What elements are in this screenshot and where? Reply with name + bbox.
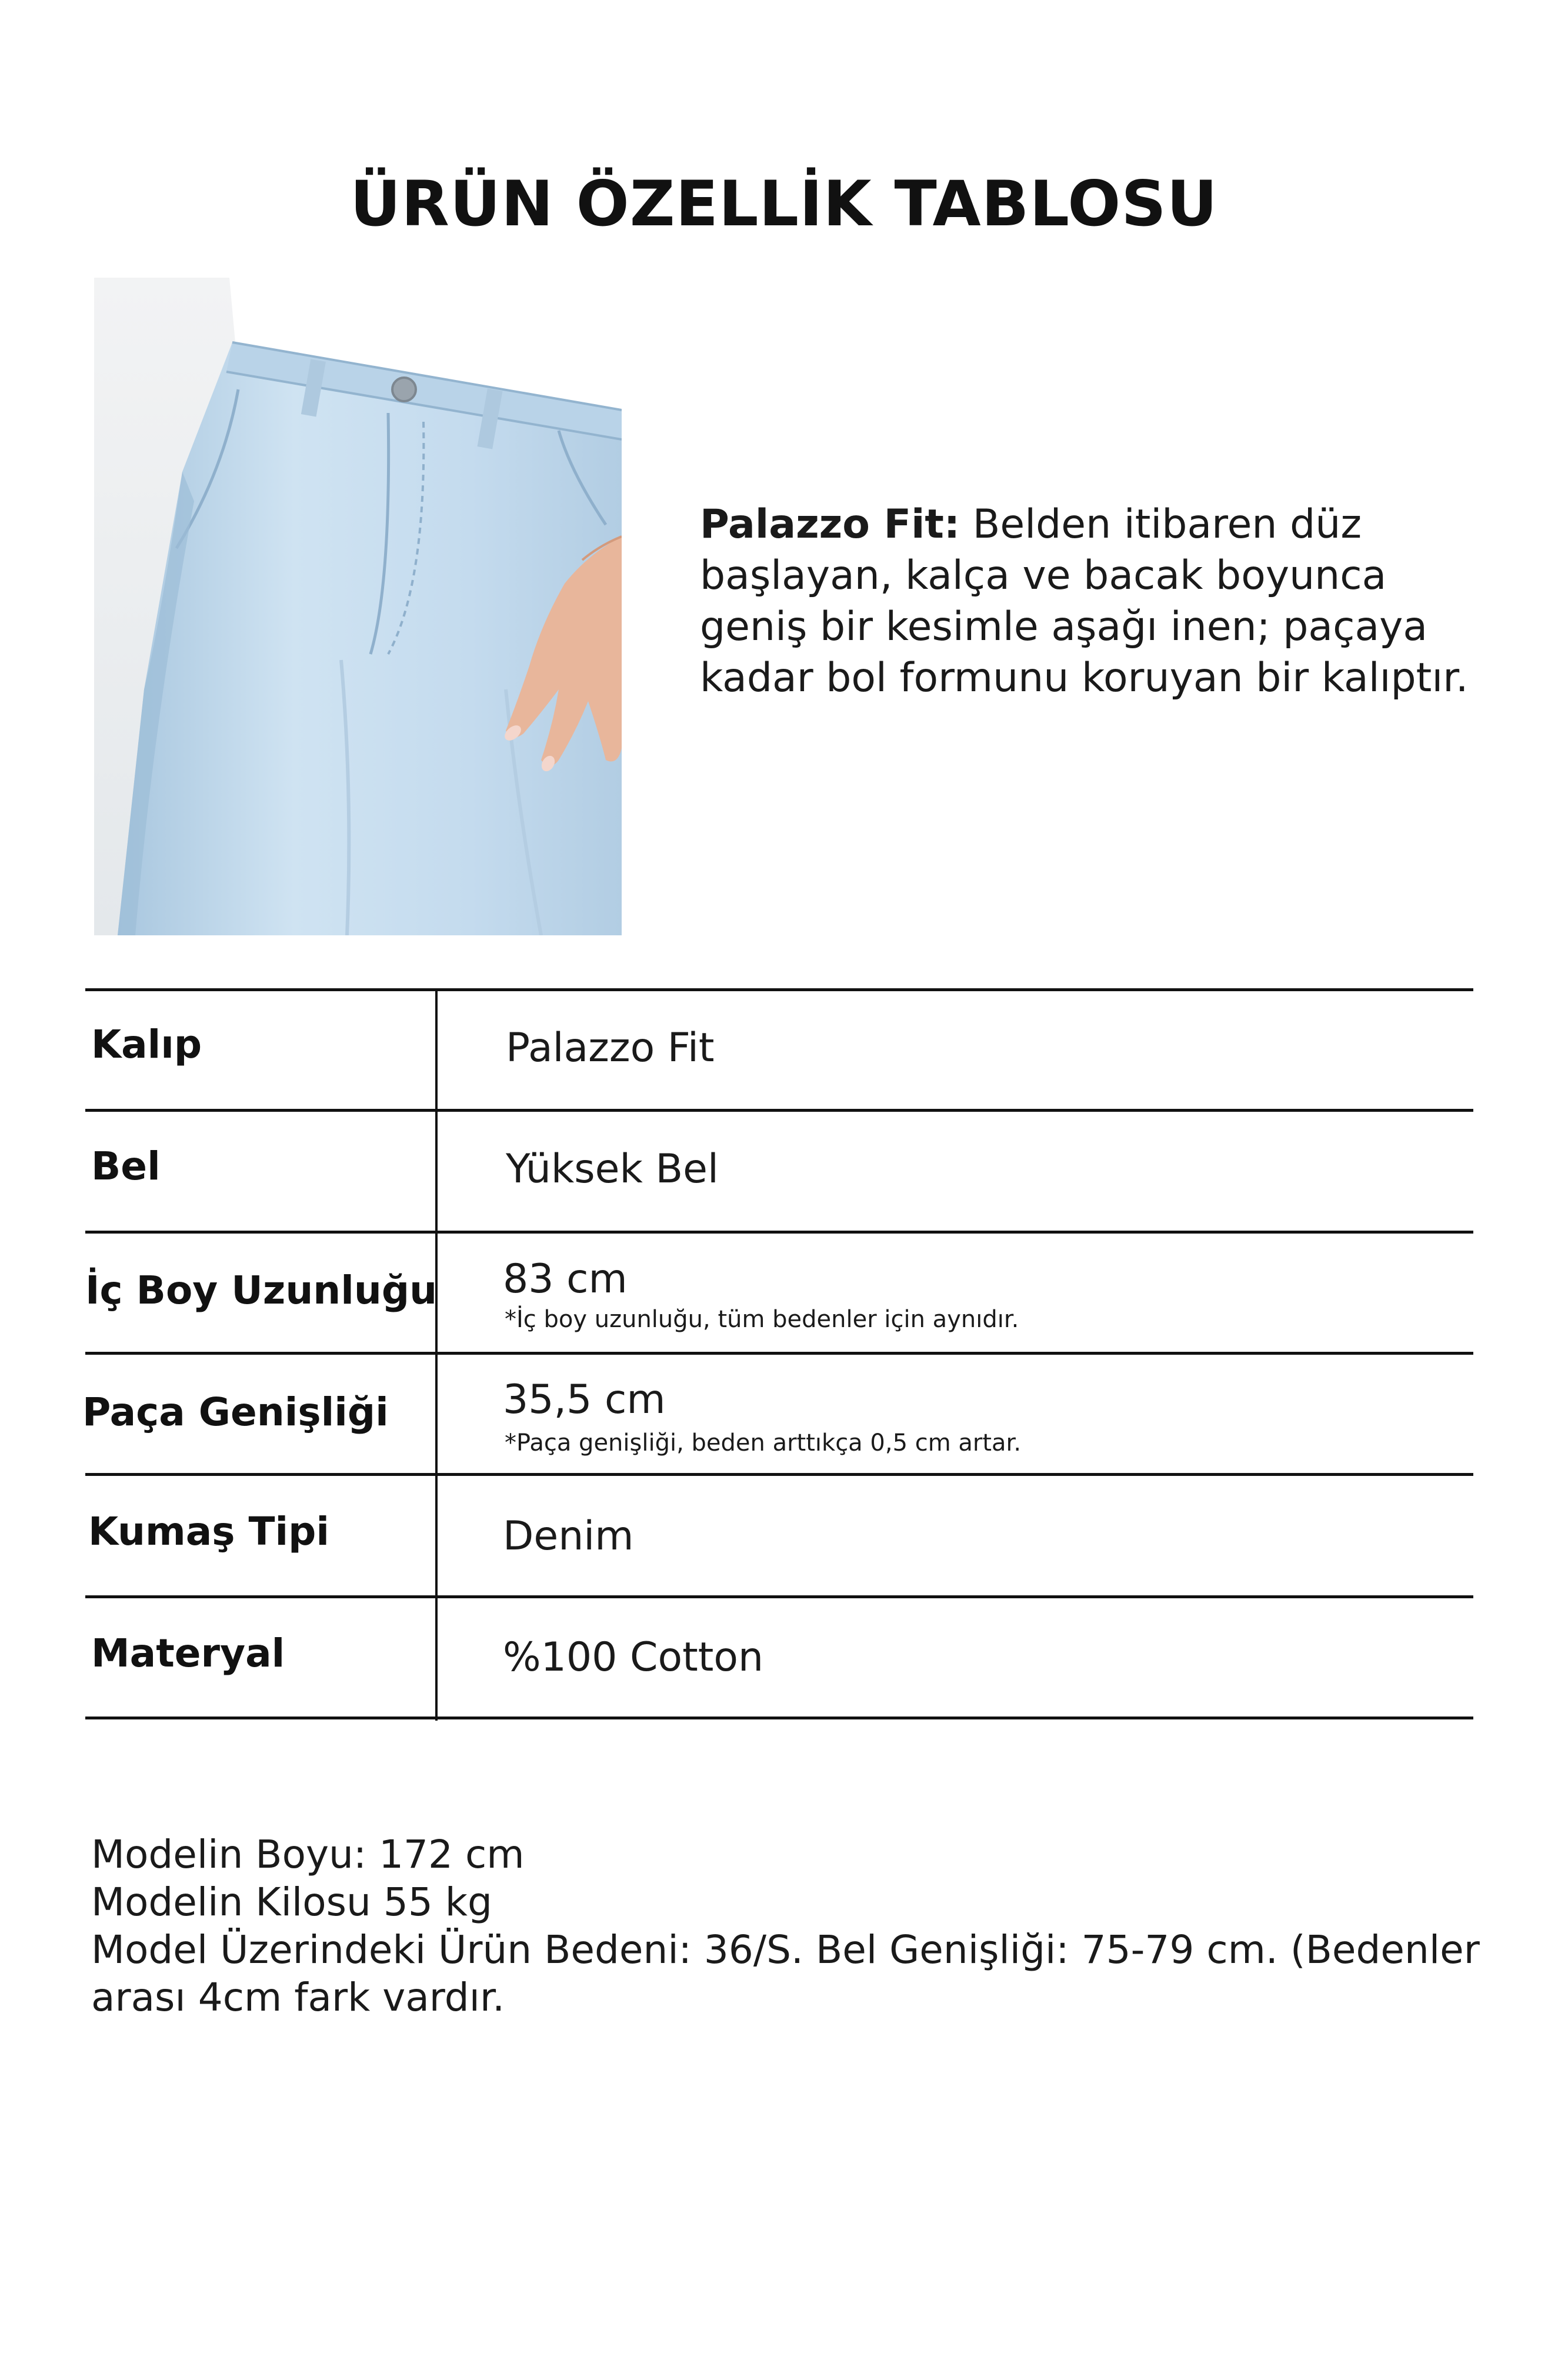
spec-table-column-divider [435, 988, 438, 1721]
model-info-line: Model Üzerindeki Ürün Bedeni: 36/S. Bel Genişliği: 75-79 cm. (Bedenler [91, 1927, 1480, 1972]
fit-description-line-1: Belden itibaren düz [972, 501, 1362, 548]
spec-table-rule [85, 1717, 1473, 1719]
spec-table-rule [85, 1352, 1473, 1355]
spec-table-rule [85, 1473, 1473, 1476]
spec-value-materyal: %100 Cotton [503, 1634, 764, 1681]
fit-description-line-4: kadar bol formunu koruyan bir kalıptır. [700, 655, 1469, 701]
spec-label-materyal: Materyal [91, 1631, 285, 1676]
spec-table-rule [85, 1231, 1473, 1234]
spec-value-kalip: Palazzo Fit [506, 1025, 715, 1071]
spec-table-rule [85, 1109, 1473, 1112]
spec-note-ic-boy: *İç boy uzunluğu, tüm bedenler için aynıdır. [505, 1306, 1019, 1333]
spec-label-paca: Paça Genişliği [82, 1389, 389, 1435]
spec-label-bel: Bel [91, 1144, 161, 1189]
model-info [91, 1831, 1491, 2021]
jeans-image [94, 278, 622, 935]
spec-table-rule [85, 1595, 1473, 1598]
spec-value-bel: Yüksek Bel [506, 1146, 719, 1192]
spec-label-kalip: Kalıp [91, 1022, 202, 1067]
fit-description [700, 499, 1535, 704]
fit-description-line-2: başlayan, kalça ve bacak boyunca [700, 552, 1387, 599]
spec-value-kumas: Denim [503, 1513, 634, 1559]
model-info-line: Modelin Kilosu 55 kg [91, 1879, 492, 1925]
spec-note-paca: *Paça genişliği, beden arttıkça 0,5 cm artar. [505, 1429, 1022, 1457]
product-photo [94, 278, 622, 935]
spec-value-paca: 35,5 cm [503, 1377, 666, 1423]
model-info-line: arası 4cm fark vardır. [91, 1975, 505, 2020]
spec-label-ic-boy: İç Boy Uzunluğu [85, 1268, 438, 1313]
fit-description-title: Palazzo Fit: [700, 501, 960, 548]
model-info-line: Modelin Boyu: 172 cm [91, 1832, 525, 1877]
spec-value-ic-boy: 83 cm [503, 1256, 628, 1302]
fit-description-line-3: geniş bir kesimle aşağı inen; paçaya [700, 604, 1428, 650]
page-title: ÜRÜN ÖZELLİK TABLOSU [350, 168, 1218, 240]
spec-table-rule [85, 988, 1473, 991]
spec-label-kumas: Kumaş Tipi [88, 1509, 330, 1554]
